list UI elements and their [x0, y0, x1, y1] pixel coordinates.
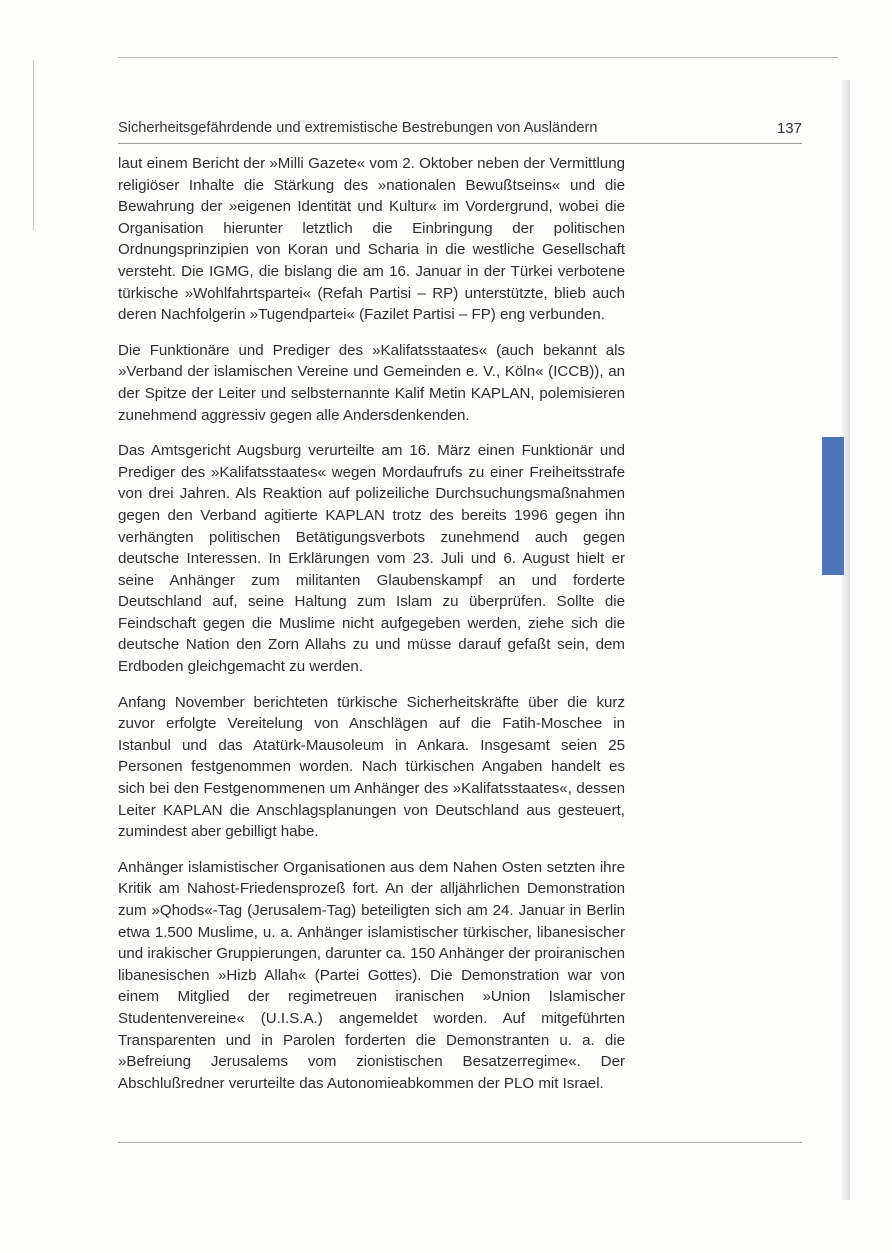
chapter-thumb-tab: [822, 437, 844, 575]
footer-rule: [118, 1142, 802, 1143]
top-border-rule: [118, 57, 838, 58]
running-header-title: Sicherheitsgefährdende und extremistische Bestrebungen von Ausländern: [118, 120, 598, 136]
paragraph-4: Anfang November berichteten türkische Sicherheitskräfte über die kurz zuvor erfolgte Vereitelung von Anschlägen auf die Fatih-Moschee in Istanbul und das Atatürk-Mausoleum in Ankara. Insgesamt seien 25 Personen festgenommen worden. Nach türkischen Angaben handelt es sich bei den Festgenommenen um Anhänger des »Kalifatsstaates«, dessen Leiter KAPLAN die Anschlagsplanungen von Deutschland aus gesteuert, zumindest aber gebilligt habe.: [118, 693, 625, 841]
body-text: [118, 153, 625, 1108]
page-number: 137: [776, 120, 802, 137]
running-header: [118, 120, 802, 140]
paragraph-3: Das Amtsgericht Augsburg verurteilte am 16. März einen Funktionär und Prediger des »Kalifatsstaates« wegen Mordaufrufs zu einer Freiheitsstrafe von drei Jahren. Als Reaktion auf polizeiliche Durchsuchungsmaßnahmen gegen den Verband agitierte KAPLAN trotz des bereits 1996 gegen ihn verhängten politischen Betätigungsverbots zunehmend auch gegen deutsche Interessen. In Erklärungen vom 23. Juli und 6. August hielt er seine Anhänger zum militanten Glaubenskampf an und forderte Deutschland auf, seine Haltung zum Islam zu überprüfen. Sollte die Feindschaft gegen die Muslime nicht aufgegeben werden, ziehe sich die deutsche Nation den Zorn Allahs zu und müsse darauf gefaßt sein, dem Erdboden gleichgemacht zu werden.: [118, 442, 625, 676]
paragraph-2: Die Funktionäre und Prediger des »Kalifatsstaates« (auch bekannt als »Verband der islamischen Vereine und Gemeinden e. V., Köln« (ICCB)), an der Spitze der Leiter und selbsternannte Kalif Metin KAPLAN, polemisieren zunehmend aggressiv gegen alle Andersdenkenden.: [118, 341, 625, 424]
scan-edge-mark: [33, 60, 34, 230]
paragraph-5: Anhänger islamistischer Organisationen aus dem Nahen Osten setzten ihre Kritik am Nahost-Friedensprozeß fort. An der alljährlichen Demonstration zum »Qhods«-Tag (Jerusalem-Tag) beteiligten sich am 24. Januar in Berlin etwa 1.500 Muslime, u. a. Anhänger islamistischer türkischer, libanesischer und irakischer Gruppierungen, darunter ca. 150 Anhänger der proiranischen libanesischen »Hizb Allah« (Partei Gottes). Die Demonstration war von einem Mitglied der regimetreuen iranischen »Union Islamischer Studentenvereine« (U.I.S.A.) angemeldet worden. Auf mitgeführten Transparenten und in Parolen forderten die Demonstranten u. a. die »Befreiung Jerusalems vom zionistischen Besatzerregime«. Der Abschlußredner verurteilte das Autonomieabkommen der PLO mit Israel.: [118, 858, 625, 1092]
header-rule: [118, 143, 802, 144]
paragraph-1: laut einem Bericht der »Milli Gazete« vom 2. Oktober neben der Vermittlung religiöser Inhalte die Stärkung des »nationalen Bewußtseins« und die Bewahrung der »eigenen Identität und Kultur« im Vordergrund, wobei die Organisation hierunter letztlich die Einbringung der politischen Ordnungsprinzipien von Koran und Scharia in die westliche Gesellschaft versteht. Die IGMG, die bislang die am 16. Januar in der Türkei verbotene türkische »Wohlfahrtspartei« (Refah Partisi – RP) unterstützte, blieb auch deren Nachfolgerin »Tugendpartei« (Fazilet Partisi – FP) eng verbunden.: [118, 155, 625, 324]
page-edge-shadow: [842, 80, 850, 1200]
